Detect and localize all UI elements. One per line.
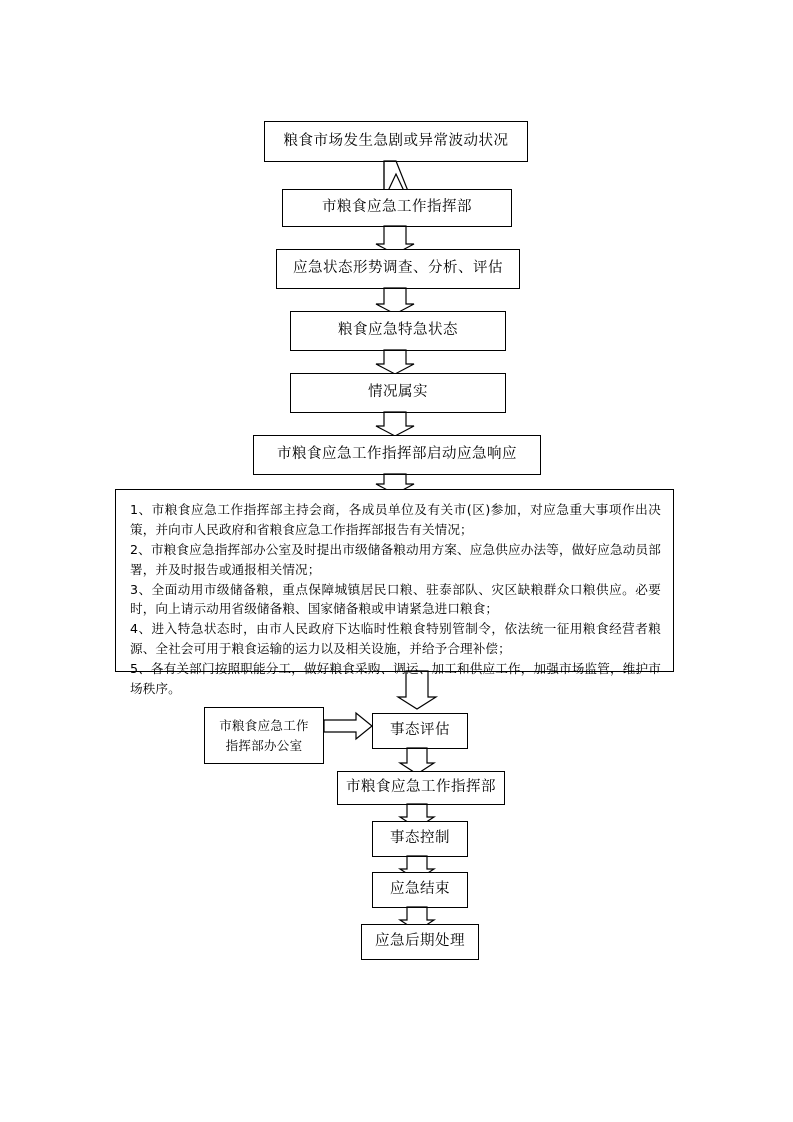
node-label-line2: 指挥部办公室 <box>225 737 303 753</box>
arrow-1-2 <box>376 161 420 191</box>
node-label: 应急结束 <box>390 881 450 898</box>
node-label: 市粮食应急工作指挥部 <box>322 199 472 216</box>
arrow-4-5 <box>376 350 420 374</box>
node-market-fluctuation <box>264 121 528 162</box>
measures-box <box>115 489 674 697</box>
measure-item: 2、市粮食应急指挥部办公室及时提出市级储备粮动用方案、应急供应办法等，做好应急动员部署，并及时报告或通报相关情况； <box>130 541 661 577</box>
node-command-dept-2 <box>337 771 505 805</box>
node-label: 粮食应急特急状态 <box>338 322 458 339</box>
arrow-measures-7 <box>398 671 442 709</box>
node-label: 事态评估 <box>390 722 450 739</box>
node-label: 市粮食应急工作指挥部启动应急响应 <box>277 446 517 463</box>
node-incident-evaluation <box>372 713 468 749</box>
node-command-office <box>204 707 324 764</box>
node-label: 粮食市场发生急剧或异常波动状况 <box>283 132 509 149</box>
node-label: 情况属实 <box>368 384 428 401</box>
measure-item: 4、进入特急状态时，由市人民政府下达临时性粮食特别管制令，依法统一征用粮食经营者粮源、全社会可用于粮食运输的运力以及相关设施，并给予合理补偿； <box>130 621 661 657</box>
measure-item: 1、市粮食应急工作指挥部主持会商，各成员单位及有关市(区)参加，对应急重大事项作出决策，并向市人民政府和省粮食应急工作指挥部报告有关情况； <box>130 502 661 537</box>
node-label: 事态控制 <box>390 830 450 847</box>
node-label: 应急状态形势调查、分析、评估 <box>293 260 503 277</box>
node-special-emergency-state <box>290 311 506 351</box>
arrow-5-6 <box>376 412 420 436</box>
node-label-line1: 市粮食应急工作 <box>219 717 309 733</box>
measure-item: 5、各有关部门按照职能分工，做好粮食采购、调运、加工和供应工作，加强市场监管，维护市场秩序。 <box>130 661 661 697</box>
node-start-response <box>253 435 541 475</box>
node-post-emergency <box>361 924 479 960</box>
node-situation-confirmed <box>290 373 506 413</box>
arrow-office-incident-eval <box>324 713 374 751</box>
node-emergency-end <box>372 872 468 908</box>
measure-item: 3、全面动用市级储备粮，重点保障城镇居民口粮、驻泰部队、灾区缺粮群众口粮供应。必要时，向上请示动用省级储备粮、国家储备粮或申请紧急进口粮食； <box>130 581 661 617</box>
node-label: 应急后期处理 <box>375 933 465 950</box>
node-situation-assessment <box>276 249 520 289</box>
node-label: 市粮食应急工作指挥部 <box>346 779 496 796</box>
node-command-dept <box>282 189 512 227</box>
node-incident-control <box>372 821 468 857</box>
